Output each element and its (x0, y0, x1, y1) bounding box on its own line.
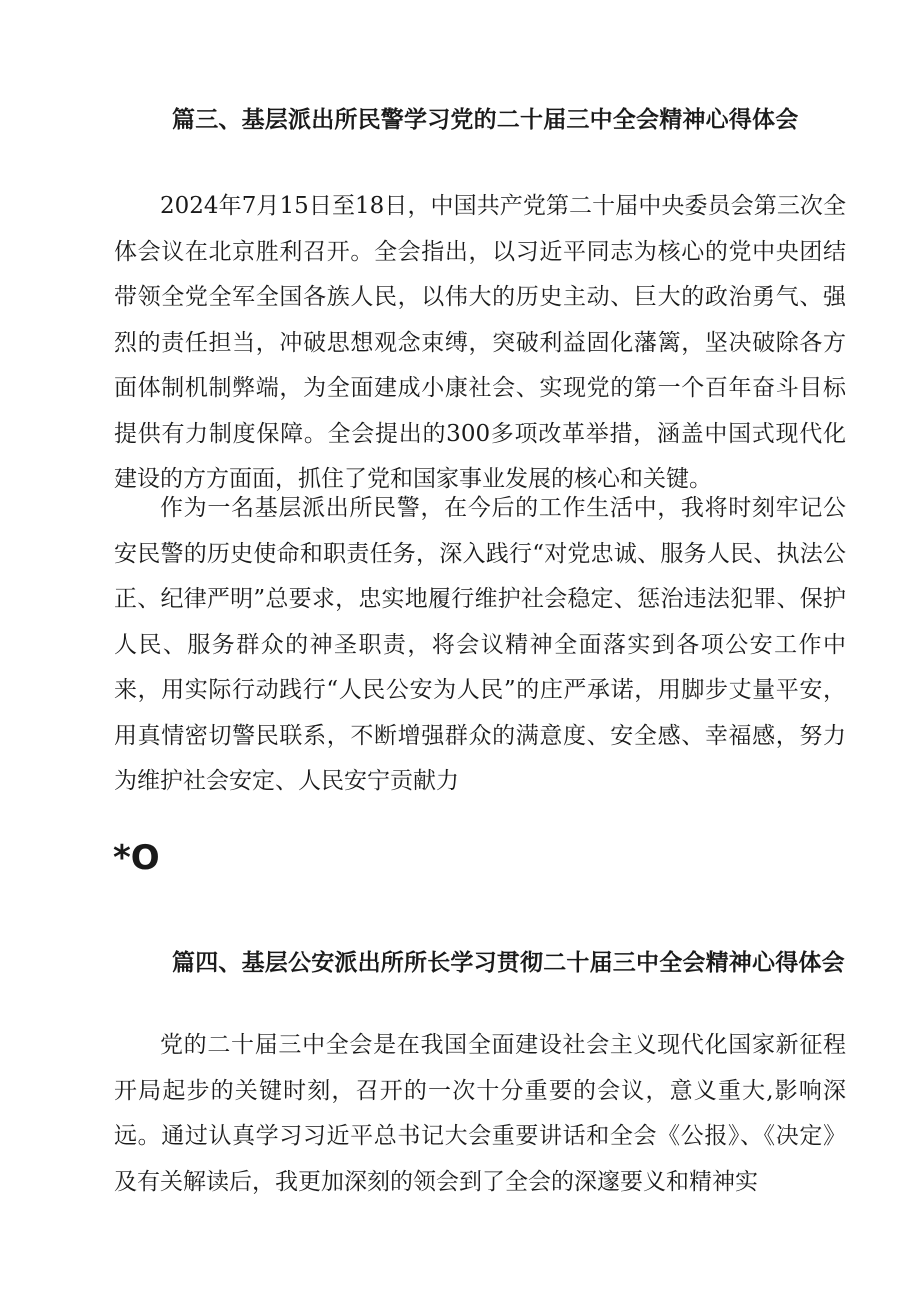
section-3-paragraph-1: 2024年7月15日至18日，中国共产党第二十届中央委员会第三次全体会议在北京胜利召开。全会指出，以习近平同志为核心的党中央团结带领全党全军全国各族人民，以伟大的历史主动、巨大的政治勇气、强烈的责任担当，冲破思想观念束缚，突破利益固化藩篱，坚决破除各方面体制机制弊端，为全面建成小康社会、实现党的第一个百年奋斗目标提供有力制度保障。全会提出的300多项改革举措，涵盖中国式现代化建设的方方面面，抓住了党和国家事业发展的核心和关键。 (114, 193, 846, 492)
section-4-title: 篇四、基层公安派出所所长学习贯彻二十届三中全会精神心得体会 (172, 950, 845, 976)
section-4-paragraph-1: 党的二十届三中全会是在我国全面建设社会主义现代化国家新征程开局起步的关键时刻，召开的一次十分重要的会议，意义重大,影响深远。通过认真学习习近平总书记大会重要讲话和全会《公报》、《决定》及有关解读后，我更加深刻的领会到了全会的深邃要义和精神实 (114, 1032, 846, 1195)
section-3-title: 篇三、基层派出所民警学习党的二十届三中全会精神心得体会 (172, 107, 799, 133)
separator-mark: *O (113, 838, 160, 878)
section-3-paragraph-2: 作为一名基层派出所民警，在今后的工作生活中，我将时刻牢记公安民警的历史使命和职责任务，深入践行“对党忠诚、服务人民、执法公正、纪律严明”总要求，忠实地履行维护社会稳定、惩治违法犯罪、保护人民、服务群众的神圣职责，将会议精神全面落实到各项公安工作中来，用实际行动践行“人民公安为人民”的庄严承诺，用脚步丈量平安，用真情密切警民联系，不断增强群众的满意度、安全感、幸福感，努力为维护社会安定、人民安宁贡献力 (114, 495, 846, 794)
